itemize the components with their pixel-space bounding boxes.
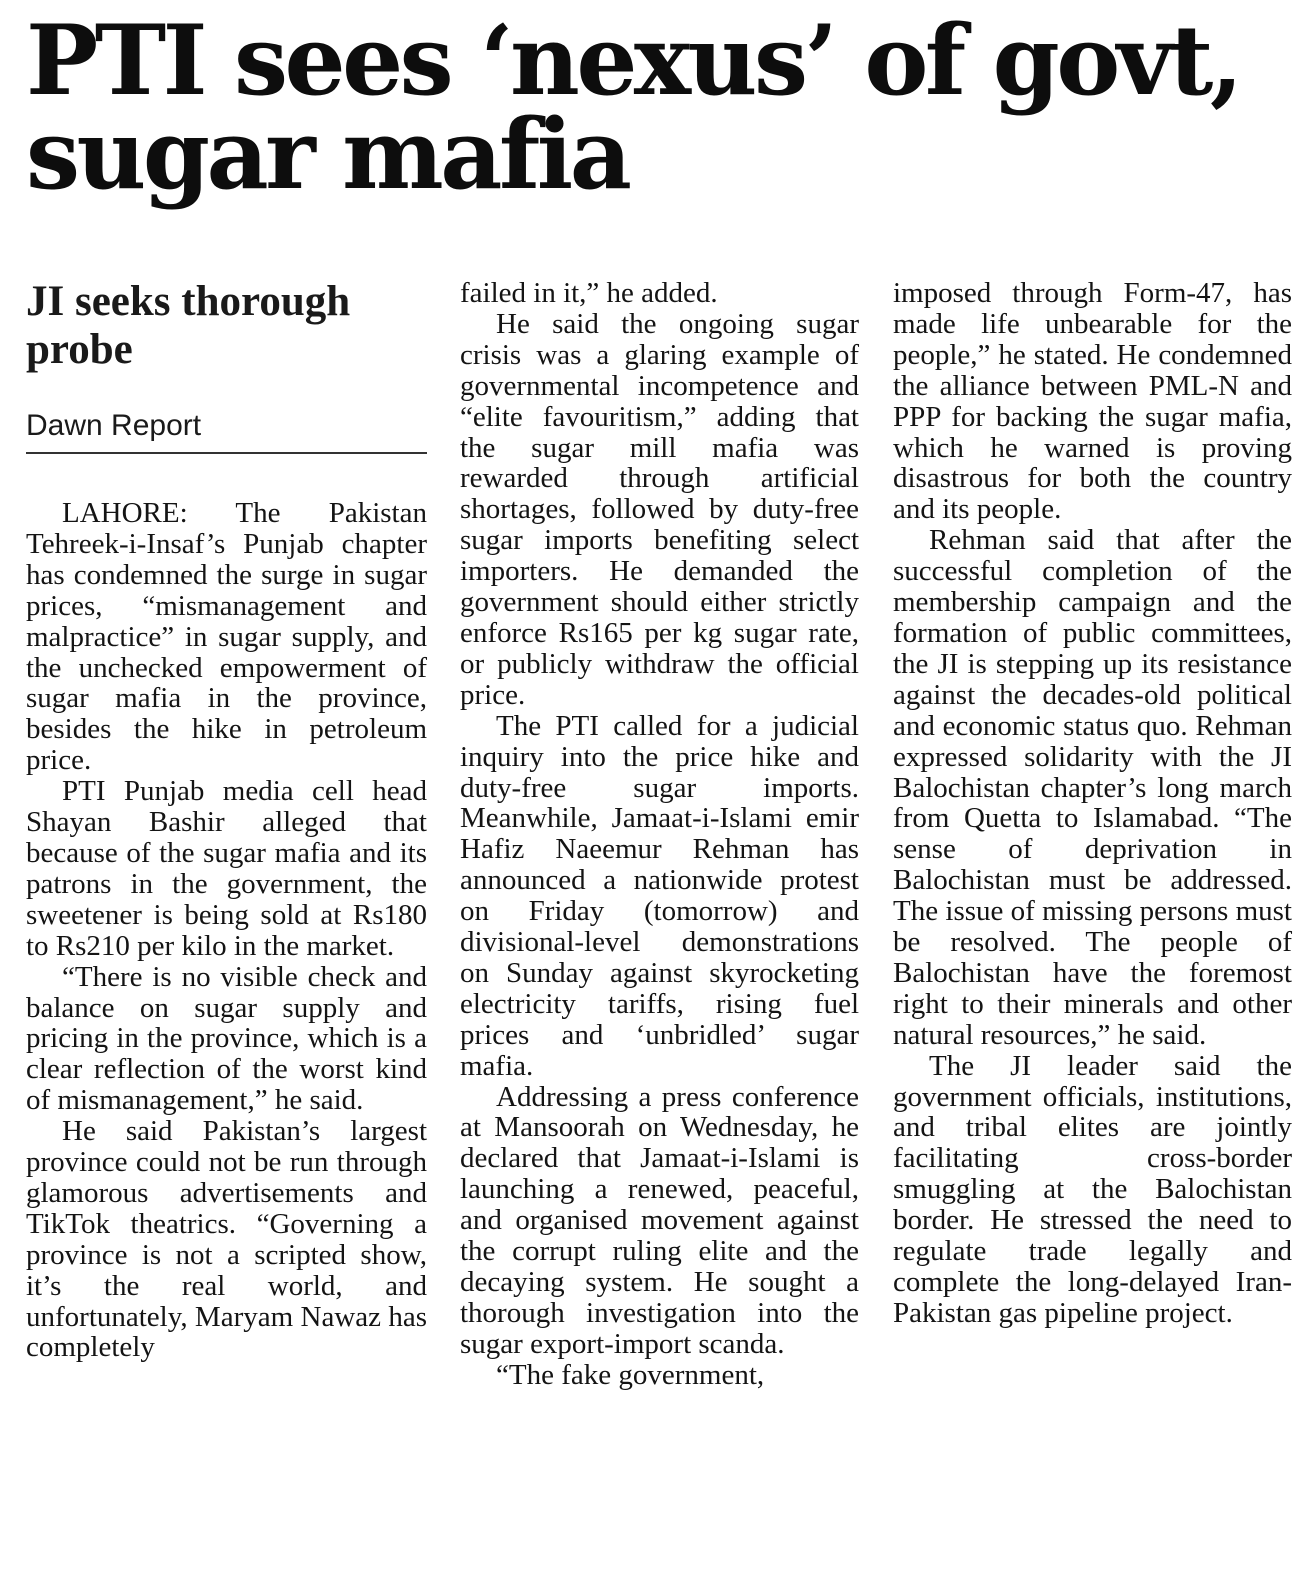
paragraph: “The fake government, — [496, 1358, 765, 1391]
subheadline: JI seeks thorough probe — [26, 278, 351, 373]
paragraph: The JI leader said the government officials, institutions, and tribal elites are jointly facilitating cross-border smuggling at the Balochistan border. He stressed the need to regulate trade legally and complete the long-delayed Iran-Pakistan gas pipeline project. — [893, 1049, 1292, 1329]
paragraph: PTI Punjab media cell head Shayan Bashir alleged that because of the sugar mafia and its patrons in the government, the sweetener is being sold at Rs180 to Rs210 per kilo in the market. — [26, 775, 427, 962]
headline: PTI sees ‘nexus’ of govt, sugar mafia — [26, 4, 1240, 211]
article-column-3 — [893, 278, 1292, 1329]
byline: Dawn Report — [26, 408, 427, 454]
paragraph: He said Pakistan’s largest province could not be run through glamorous advertisements and TikTok theatrics. “Governing a province is not a scripted show, it’s the real world, and unfortunately, Maryam Nawaz has completely — [26, 1115, 427, 1364]
paragraph: Rehman said that after the successful completion of the membership campaign and the formation of public committees, the JI is stepping up its resistance against the decades-old political and economic status quo. Rehman expressed solidarity with the JI Balochistan chapter’s long march from Quetta to Islamabad. “The sense of deprivation in Balochistan must be addressed. The issue of missing persons must be resolved. The people of Balochistan have the foremost right to their minerals and other natural resources,” he said. — [893, 524, 1292, 1051]
paragraph: The PTI called for a judicial inquiry into the price hike and duty-free sugar imports. Meanwhile, Jamaat-i-Islami emir Hafiz Naeemur Rehman has announced a nationwide protest on Friday (tomorrow) and divisional-level demonstrations on Sunday against skyrocketing electricity tariffs, rising fuel prices and ‘unbridled’ sugar mafia. — [460, 709, 859, 1082]
byline-spacer — [26, 454, 427, 498]
paragraph-continuation: imposed through Form-47, has made life unbearable for the people,” he stated. He condemned the alliance between PML-N and PPP for backing the sugar mafia, which he warned is proving disastrous for both the country and its people. — [893, 277, 1292, 526]
paragraph: Addressing a press conference at Mansoorah on Wednesday, he declared that Jamaat-i-Islami is launching a renewed, peaceful, and organised movement against the corrupt ruling elite and the decaying system. He sought a thorough investigation into the sugar export-import scanda. — [460, 1080, 859, 1360]
paragraph-continuation: failed in it,” he added. — [460, 277, 718, 309]
paragraph: “There is no visible check and balance on sugar supply and pricing in the province, which is a clear reflection of the worst kind of mismanagement,” he said. — [26, 960, 427, 1117]
article-column-1 — [26, 278, 427, 1363]
article-column-2 — [460, 278, 859, 1391]
paragraph: LAHORE: The Pakistan Tehreek-i-Insaf’s Punjab chapter has condemned the surge in sugar prices, “mismanagement and malpractice” in sugar supply, and the unchecked empowerment of sugar mafia in the province, besides the hike in petroleum price. — [26, 497, 427, 777]
paragraph: He said the ongoing sugar crisis was a glaring example of governmental incompetence and “elite favouritism,” adding that the sugar mill mafia was rewarded through artificial shortages, followed by duty-free sugar imports benefiting select importers. He demanded the government should either strictly enforce Rs165 per kg sugar rate, or publicly withdraw the official price. — [460, 307, 859, 711]
